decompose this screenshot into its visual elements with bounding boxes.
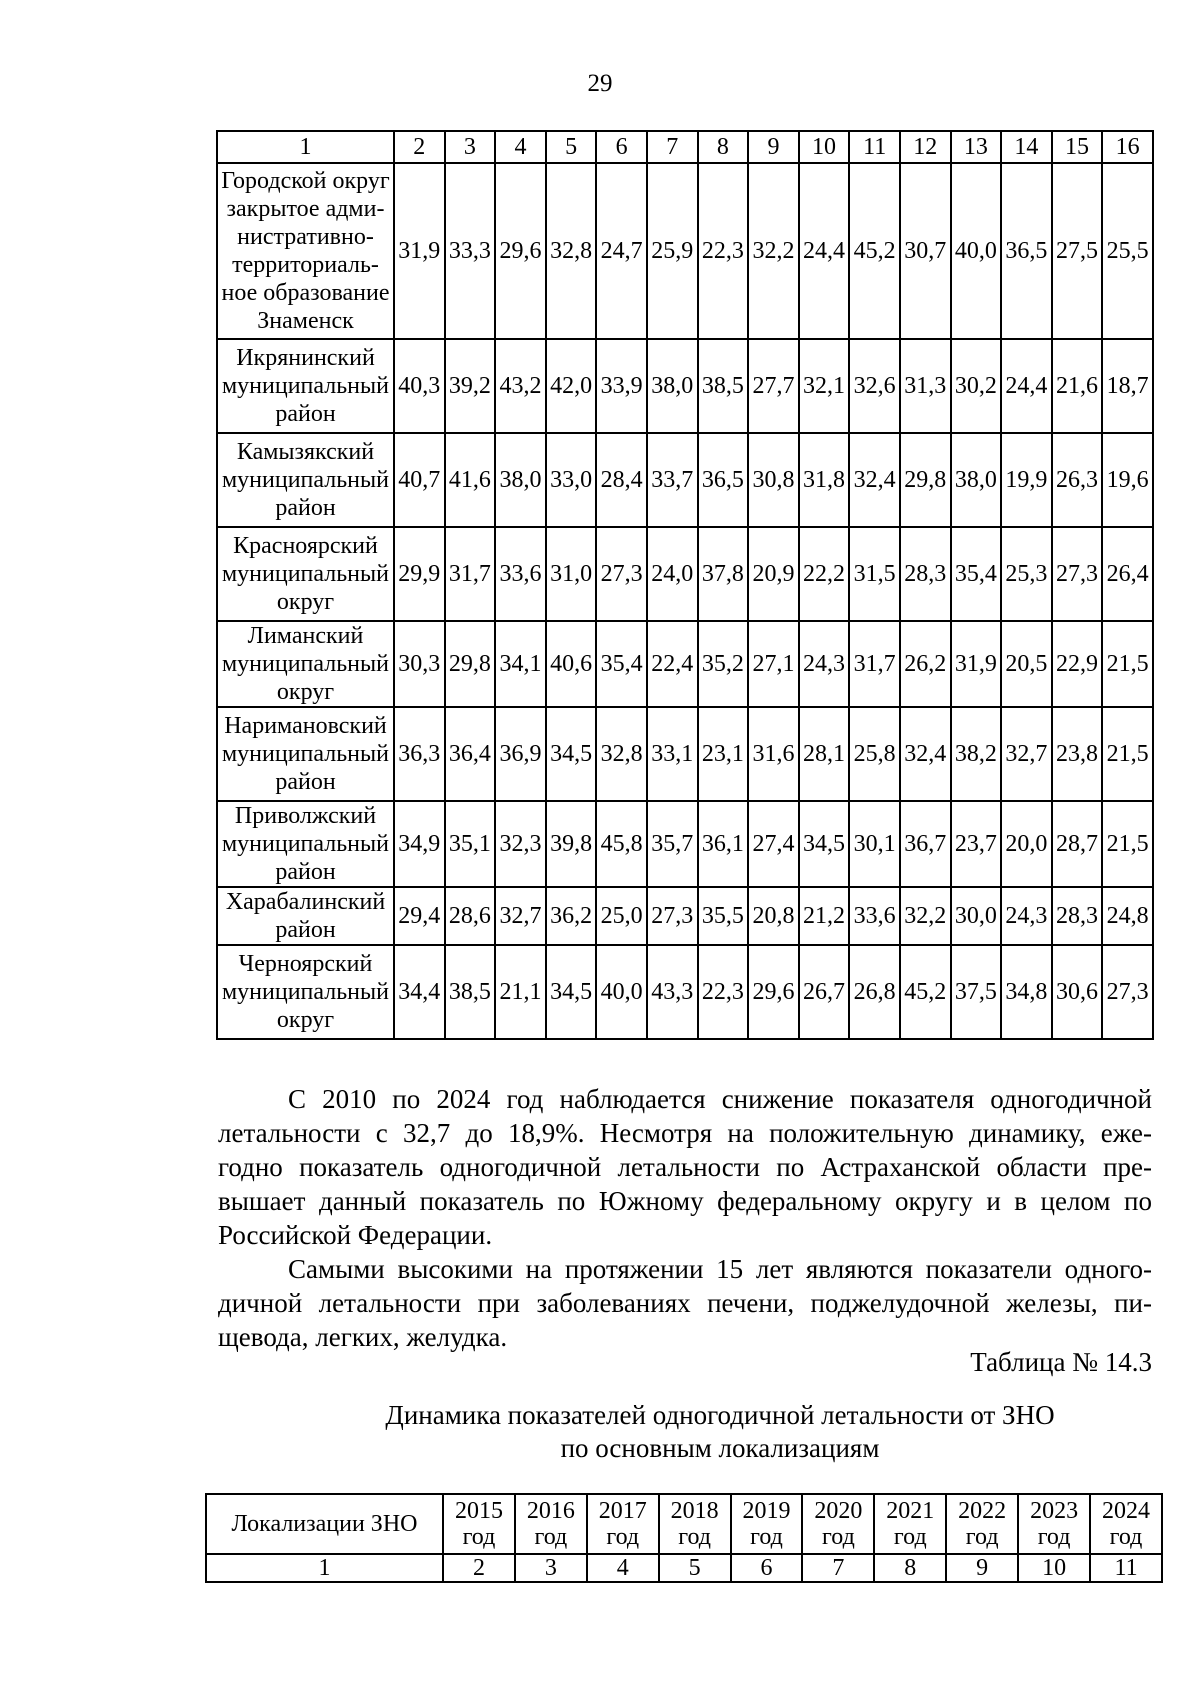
header-cell: 3 [445,131,496,163]
paragraph-line: летальности с 32,7 до 18,9%. Несмотря на положительную динамику, еже- [218,1118,1152,1148]
column-number-cell: 5 [659,1554,731,1582]
value-cell: 20,0 [1001,801,1052,887]
value-cell: 26,3 [1052,433,1103,527]
value-cell: 40,0 [596,945,647,1039]
district-name-cell [217,945,394,1039]
value-cell: 34,9 [394,801,445,887]
value-cell: 38,0 [647,339,698,433]
value-cell: 30,0 [951,887,1002,945]
value-cell: 36,2 [546,887,597,945]
value-cell: 24,4 [799,163,850,339]
paragraph-line: Самыми высокими на протяжении 15 лет являются показатели одного- [288,1254,1152,1284]
value-cell: 28,6 [445,887,496,945]
column-number-cell: 1 [206,1554,443,1582]
district-name-line: округ [276,679,335,705]
value-cell: 34,1 [495,621,546,707]
value-cell: 35,4 [951,527,1002,621]
value-cell: 20,8 [748,887,799,945]
table-row [217,163,1153,339]
value-cell: 32,4 [900,707,951,801]
value-cell: 38,0 [495,433,546,527]
value-cell: 30,7 [900,163,951,339]
header-cell: 9 [748,131,799,163]
column-number-cell: 8 [874,1554,946,1582]
value-cell: 24,3 [1001,887,1052,945]
district-name-line: муниципальный [221,651,389,677]
year-suffix: год [678,1524,711,1550]
header-cell: 8 [698,131,749,163]
value-cell: 45,2 [900,945,951,1039]
column-number-cell: 9 [946,1554,1018,1582]
value-cell: 31,9 [951,621,1002,707]
value-cell: 37,8 [698,527,749,621]
district-name-line: нистративно- [237,224,374,250]
value-cell: 27,4 [748,801,799,887]
value-cell: 26,2 [900,621,951,707]
value-cell: 38,5 [445,945,496,1039]
value-cell: 45,2 [849,163,900,339]
district-name-line: закрытое адми- [226,196,385,222]
district-name-line: Приволжский [234,803,377,829]
district-name-line: Камызякский [236,439,375,465]
table-label: Таблица № 14.3 [970,1347,1152,1377]
year-header-cell [1018,1494,1090,1554]
value-cell: 23,1 [698,707,749,801]
value-cell: 36,5 [1001,163,1052,339]
value-cell: 21,2 [799,887,850,945]
table-title-line: Динамика показателей одногодичной летальности от ЗНО [385,1400,1055,1430]
value-cell: 30,1 [849,801,900,887]
table-title-line: по основным локализациям [560,1433,880,1463]
value-cell: 24,3 [799,621,850,707]
value-cell: 29,8 [900,433,951,527]
value-cell: 22,4 [647,621,698,707]
value-cell: 33,0 [546,433,597,527]
value-cell: 38,5 [698,339,749,433]
value-cell: 19,9 [1001,433,1052,527]
year-value: 2015 [454,1498,503,1524]
district-name-line: муниципальный [221,467,389,493]
year-header-row [206,1494,1162,1554]
district-name-line: район [275,495,336,521]
district-name-line: Лиманский [247,623,364,649]
year-value: 2017 [598,1498,647,1524]
value-cell: 42,0 [546,339,597,433]
year-header-cell [659,1494,731,1554]
value-cell: 28,3 [1052,887,1103,945]
year-header-cell [802,1494,874,1554]
value-cell: 40,3 [394,339,445,433]
value-cell: 38,2 [951,707,1002,801]
value-cell: 24,0 [647,527,698,621]
value-cell: 32,2 [748,163,799,339]
value-cell: 24,4 [1001,339,1052,433]
district-name-line: Икрянинский [236,345,375,371]
value-cell: 31,0 [546,527,597,621]
value-cell: 31,6 [748,707,799,801]
value-cell: 21,5 [1102,707,1153,801]
value-cell: 39,8 [546,801,597,887]
value-cell: 32,3 [495,801,546,887]
district-name-line: муниципальный [221,741,389,767]
value-cell: 30,2 [951,339,1002,433]
year-header-cell [587,1494,659,1554]
year-header-cell [874,1494,946,1554]
year-header-cell [731,1494,803,1554]
paragraph-line: дичной летальности при заболеваниях печени, поджелудочной железы, пи- [218,1288,1152,1318]
district-name-cell [217,433,394,527]
column-number-cell: 2 [443,1554,515,1582]
value-cell: 24,8 [1102,887,1153,945]
value-cell: 25,3 [1001,527,1052,621]
year-suffix: год [965,1524,999,1550]
year-value: 2016 [526,1498,575,1524]
value-cell: 26,8 [849,945,900,1039]
year-value: 2022 [958,1498,1007,1524]
district-name-line: территориаль- [232,252,379,278]
table-row [217,887,1153,945]
table-row [217,707,1153,801]
value-cell: 31,7 [445,527,496,621]
year-suffix: год [534,1524,568,1550]
value-cell: 20,5 [1001,621,1052,707]
header-cell: 13 [951,131,1002,163]
district-name-cell [217,339,394,433]
year-header-cell [443,1494,515,1554]
value-cell: 20,9 [748,527,799,621]
column-number-cell: 10 [1018,1554,1090,1582]
district-name-line: Харабалинский [225,889,386,915]
paragraph-highest-indicators [218,1252,1152,1354]
header-cell: 14 [1001,131,1052,163]
value-cell: 32,8 [546,163,597,339]
table-title [0,1399,1200,1465]
header-cell: 1 [217,131,394,163]
value-cell: 28,4 [596,433,647,527]
district-name-line: Красноярский [233,533,378,559]
value-cell: 22,3 [698,163,749,339]
district-name-line: ное образование [221,280,390,306]
column-number-cell: 11 [1090,1554,1162,1582]
value-cell: 29,6 [748,945,799,1039]
district-name-cell [217,621,394,707]
value-cell: 27,3 [647,887,698,945]
year-header-cell [946,1494,1018,1554]
value-cell: 35,7 [647,801,698,887]
value-cell: 30,8 [748,433,799,527]
header-cell: 10 [799,131,850,163]
value-cell: 26,7 [799,945,850,1039]
page-number: 29 [587,70,613,97]
year-suffix: год [750,1524,783,1550]
value-cell: 36,3 [394,707,445,801]
value-cell: 34,5 [546,707,597,801]
value-cell: 36,4 [445,707,496,801]
column-number-cell: 7 [802,1554,874,1582]
value-cell: 40,7 [394,433,445,527]
localization-header-cell: Локализации ЗНО [206,1494,443,1554]
value-cell: 21,1 [495,945,546,1039]
district-name-line: округ [276,1007,335,1033]
value-cell: 27,5 [1052,163,1103,339]
header-cell: 16 [1102,131,1153,163]
value-cell: 26,4 [1102,527,1153,621]
value-cell: 38,0 [951,433,1002,527]
table-header-row [217,131,1153,163]
value-cell: 40,0 [951,163,1002,339]
value-cell: 34,5 [799,801,850,887]
header-cell: 2 [394,131,445,163]
year-value: 2024 [1102,1498,1150,1524]
value-cell: 28,3 [900,527,951,621]
value-cell: 27,1 [748,621,799,707]
value-cell: 23,8 [1052,707,1103,801]
header-cell: 12 [900,131,951,163]
district-name-line: муниципальный [221,561,389,587]
value-cell: 32,1 [799,339,850,433]
value-cell: 33,6 [849,887,900,945]
paragraph-line: С 2010 по 2024 год наблюдается снижение показателя одногодичной [288,1084,1152,1114]
value-cell: 27,7 [748,339,799,433]
value-cell: 25,8 [849,707,900,801]
value-cell: 33,3 [445,163,496,339]
year-suffix: год [606,1524,640,1550]
value-cell: 18,7 [1102,339,1153,433]
value-cell: 30,3 [394,621,445,707]
value-cell: 35,2 [698,621,749,707]
value-cell: 35,1 [445,801,496,887]
header-cell: 6 [596,131,647,163]
value-cell: 33,7 [647,433,698,527]
value-cell: 36,1 [698,801,749,887]
year-suffix: год [893,1524,927,1550]
year-header-cell [515,1494,587,1554]
district-name-cell [217,801,394,887]
value-cell: 24,7 [596,163,647,339]
value-cell: 19,6 [1102,433,1153,527]
value-cell: 21,5 [1102,801,1153,887]
value-cell: 35,5 [698,887,749,945]
column-number-cell: 6 [731,1554,803,1582]
value-cell: 31,5 [849,527,900,621]
value-cell: 28,1 [799,707,850,801]
value-cell: 31,9 [394,163,445,339]
value-cell: 27,3 [1052,527,1103,621]
district-name-line: Знаменск [257,308,354,334]
table-row [217,527,1153,621]
district-name-line: муниципальный [221,831,389,857]
district-name-line: Наримановский [224,713,387,739]
value-cell: 30,6 [1052,945,1103,1039]
paragraph-line: Российской Федерации. [218,1220,493,1250]
value-cell: 29,4 [394,887,445,945]
value-cell: 22,2 [799,527,850,621]
value-cell: 31,8 [799,433,850,527]
value-cell: 36,7 [900,801,951,887]
district-name-line: район [275,401,336,427]
table-row [217,339,1153,433]
paragraph-line: годно показатель одногодичной летальности по Астраханской области пре- [218,1152,1152,1182]
year-value: 2021 [886,1498,935,1524]
value-cell: 27,3 [1102,945,1153,1039]
value-cell: 34,5 [546,945,597,1039]
district-name-line: Городской округ [221,168,390,194]
value-cell: 32,7 [495,887,546,945]
table-row [217,945,1153,1039]
year-suffix: год [1037,1524,1071,1550]
value-cell: 29,8 [445,621,496,707]
value-cell: 21,6 [1052,339,1103,433]
year-suffix: год [462,1524,496,1550]
value-cell: 39,2 [445,339,496,433]
value-cell: 33,1 [647,707,698,801]
value-cell: 32,4 [849,433,900,527]
header-cell: 4 [495,131,546,163]
value-cell: 32,6 [849,339,900,433]
year-value: 2020 [814,1498,863,1524]
value-cell: 45,8 [596,801,647,887]
mortality-by-district-table [216,130,1154,1040]
column-number-row [206,1554,1162,1582]
year-value: 2019 [742,1498,791,1524]
value-cell: 35,4 [596,621,647,707]
value-cell: 33,9 [596,339,647,433]
value-cell: 43,3 [647,945,698,1039]
paragraph-trend [218,1082,1152,1252]
table-row [217,621,1153,707]
value-cell: 32,8 [596,707,647,801]
value-cell: 34,8 [1001,945,1052,1039]
value-cell: 32,7 [1001,707,1052,801]
column-number-cell: 4 [587,1554,659,1582]
header-cell: 11 [849,131,900,163]
value-cell: 22,3 [698,945,749,1039]
value-cell: 41,6 [445,433,496,527]
year-suffix: год [822,1524,855,1550]
district-name-line: муниципальный [221,979,389,1005]
value-cell: 32,2 [900,887,951,945]
district-name-line: район [275,859,336,885]
value-cell: 27,3 [596,527,647,621]
value-cell: 25,5 [1102,163,1153,339]
value-cell: 36,5 [698,433,749,527]
paragraph-line: вышает данный показатель по Южному федеральному округу и в целом по [218,1186,1152,1216]
column-number-cell: 3 [515,1554,587,1582]
value-cell: 36,9 [495,707,546,801]
value-cell: 21,5 [1102,621,1153,707]
value-cell: 43,2 [495,339,546,433]
table-row [217,433,1153,527]
value-cell: 33,6 [495,527,546,621]
district-name-line: Черноярский [238,951,373,977]
header-cell: 7 [647,131,698,163]
value-cell: 23,7 [951,801,1002,887]
value-cell: 25,0 [596,887,647,945]
year-suffix: год [1109,1524,1143,1550]
value-cell: 31,7 [849,621,900,707]
district-name-cell [217,707,394,801]
header-cell: 5 [546,131,597,163]
year-value: 2018 [670,1498,719,1524]
district-name-line: округ [276,589,335,615]
year-header-cell [1090,1494,1162,1554]
value-cell: 40,6 [546,621,597,707]
district-name-cell [217,887,394,945]
value-cell: 29,9 [394,527,445,621]
value-cell: 37,5 [951,945,1002,1039]
district-name-line: район [275,917,336,943]
district-name-line: район [275,769,336,795]
district-name-cell [217,163,394,339]
header-cell: 15 [1052,131,1103,163]
district-name-cell [217,527,394,621]
value-cell: 25,9 [647,163,698,339]
value-cell: 29,6 [495,163,546,339]
table-row [217,801,1153,887]
value-cell: 31,3 [900,339,951,433]
value-cell: 22,9 [1052,621,1103,707]
year-value: 2023 [1030,1498,1079,1524]
district-name-line: муниципальный [221,373,389,399]
localization-dynamics-table [205,1493,1163,1583]
paragraph-line: щевода, легких, желудка. [218,1322,508,1352]
value-cell: 28,7 [1052,801,1103,887]
value-cell: 34,4 [394,945,445,1039]
